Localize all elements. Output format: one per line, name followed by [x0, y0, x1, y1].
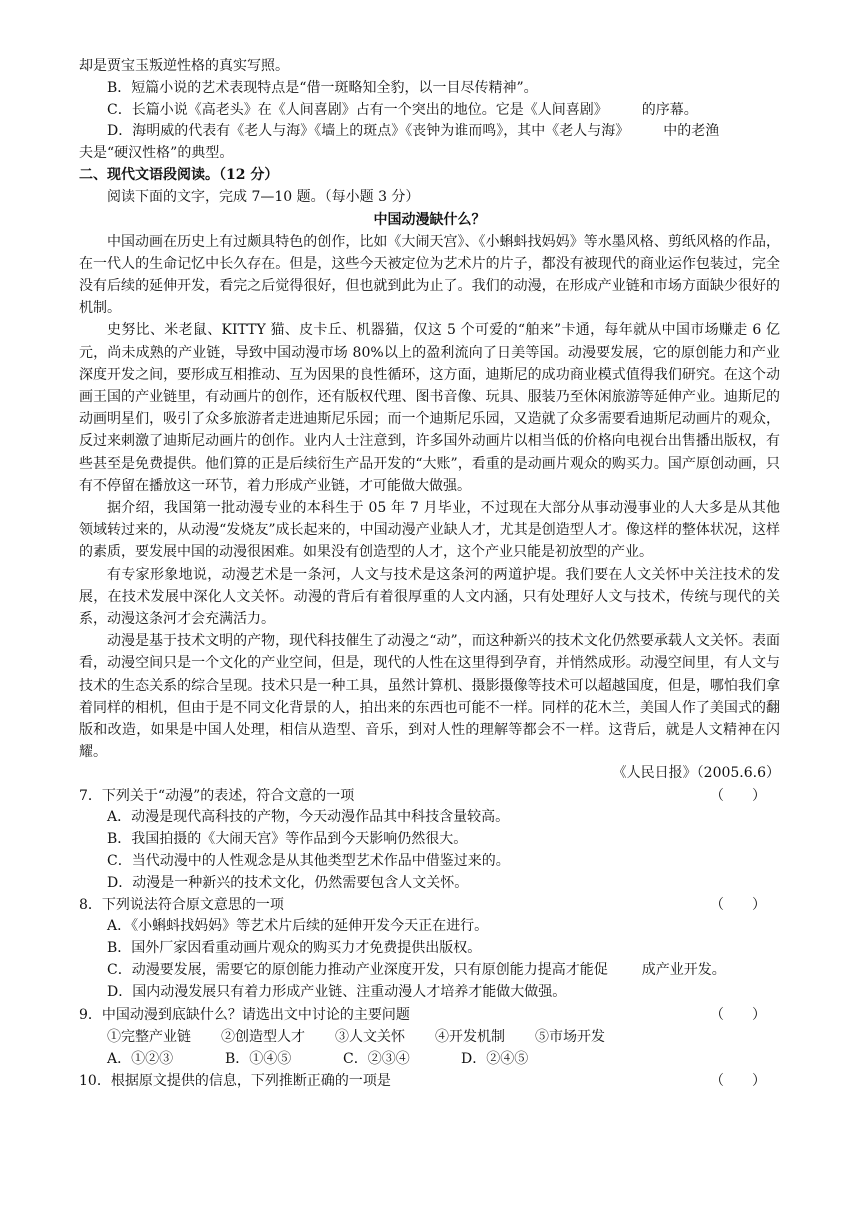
section-instruction: 阅读下面的文字，完成 7—10 题。（每小题 3 分） [107, 188, 420, 205]
article-title: 中国动漫缺什么？ [373, 211, 486, 228]
article-paragraph-5: 动漫是基于技术文明的产物，现代科技催生了动漫之“动”，而这种新兴的技术文化仍然要承载人文关怀。表面看，动漫空间只是一个文化的产业空间，但是，现代的人性在这里得到孕育，并悄然成形。动漫空间里，有人文与技术的生态关系的综合呈现。技术只是一种工具，虽然计算机、摄影摄像等技术可以超越国度，但是，哪怕我们拿着同样的相机，但由于是不同文化背景的人，拍出来的东西也可能不一样。同样的花木兰，美国人作了美国式的翻版和改造，如果是中国人处理，相信从造型、音乐，到对人性的理解等都会不一样。这背后，就是人文精神在闪耀。 [79, 633, 780, 761]
question-7-stem: 7．下列关于“动漫”的表述，符合文意的一项 [79, 788, 355, 805]
article-source: 《人民日报》（2005.6.6） [612, 765, 780, 782]
question-8 [79, 894, 780, 916]
q9-item-1: ①完整产业链 [107, 1028, 191, 1045]
q8-option-b: B．国外厂家因看重动画片观众的购买力才免费提供出版权。 [107, 940, 482, 957]
q9-item-5: ⑤市场开发 [535, 1028, 605, 1045]
question-8-stem: 8．下列说法符合原文意思的一项 [79, 897, 284, 914]
question-10-stem: 10．根据原文提供的信息，下列推断正确的一项是 [79, 1072, 391, 1089]
q8-option-a: A．《小蝌蚪找妈妈》等艺术片后续的延伸开发今天正在进行。 [107, 918, 489, 935]
q9-choice-d: D．②④⑤ [461, 1050, 529, 1067]
q9-item-3: ③人文关怀 [335, 1028, 405, 1045]
question-9-answer-paren: （ ） [710, 1006, 766, 1023]
q9-choice-b: B．①④⑤ [225, 1050, 292, 1067]
question-7 [79, 785, 780, 807]
prev-text-line: 却是贾宝玉叛逆性格的真实写照。 [79, 58, 289, 74]
q9-choice-a: A．①②③ [107, 1050, 174, 1067]
question-9-stem: 9．中国动漫到底缺什么？请选出文中讨论的主要问题 [79, 1006, 410, 1023]
option-d: D．海明威的代表有《老人与海》《墙上的斑点》《丧钟为谁而鸣》，其中《老人与海》 中的老渔 [107, 123, 720, 140]
q9-item-4: ④开发机制 [435, 1028, 505, 1045]
q7-option-b: B．我国拍摄的《大闹天宫》等作品到今天影响仍然很大。 [107, 831, 468, 848]
article-paragraph-2: 史努比、米老鼠、KITTY 猫、皮卡丘、机器猫，仅这 5 个可爱的“舶来”卡通，每年就从中国市场赚走 6 亿元，尚未成熟的产业链，导致中国动漫市场 80%以上的盈利流向了日美等国。动漫要发展，它的原创能力和产业深度开发之间，要形成互相推动、互为因果的良性循环，这方面，迪斯尼的成功商业模式值得我们研究。在这个动画王国的产业链里，有动画片的创作，还有版权代理、图书音像、玩具、服装乃至休闲旅游等延伸产业。迪斯尼的动画明星们，吸引了众多旅游者走进迪斯尼乐园；而一个迪斯尼乐园，又造就了众多需要看迪斯尼动画片的观众，反过来刺激了迪斯尼动画片的创作。业内人士注意到，许多国外动画片以相当低的价格向电视台出售播出版权，有些甚至是免费提供。他们算的正是后续衍生产品开发的“大账”，看重的是动画片观众的购买力。国产原创动画，只有不停留在播放这一环节，着力形成产业链，才可能做大做强。 [79, 322, 780, 494]
question-8-answer-paren: （ ） [710, 897, 766, 914]
option-b: B．短篇小说的艺术表现特点是“借一斑略知全豹，以一目尽传精神”。 [107, 79, 538, 96]
article-paragraph-4: 有专家形象地说，动漫艺术是一条河，人文与技术是这条河的两道护堤。我们要在人文关怀中关注技术的发展，在技术发展中深化人文关怀。动漫的背后有着很厚重的人文内涵，只有处理好人文与技术，传统与现代的关系，动漫这条河才会充满活力。 [79, 566, 780, 628]
q9-items [79, 1026, 780, 1048]
option-c: C．长篇小说《高老头》在《人间喜剧》占有一个突出的地位。它是《人间喜剧》 的序幕。 [107, 101, 698, 118]
exam-page [79, 56, 780, 1092]
q7-option-c: C．当代动漫中的人性观念是从其他类型艺术作品中借鉴过来的。 [107, 852, 510, 869]
q8-option-d: D．国内动漫发展只有着力形成产业链、注重动漫人才培养才能做大做强。 [107, 983, 567, 1000]
article-paragraph-3: 据介绍，我国第一批动漫专业的本科生于 05 年 7 月毕业，不过现在大部分从事动漫事业的人大多是从其他领域转过来的，从动漫“发烧友”成长起来的，中国动漫产业缺人才，尤其是创造型人才。像这样的整体状况，这样的素质，要发展中国的动漫很困难。如果没有创造型的人才，这个产业只能是初放型的产业。 [79, 500, 780, 561]
question-7-answer-paren: （ ） [710, 788, 766, 805]
option-d-continued: 夫是“硬汉性格”的典型。 [79, 145, 234, 162]
question-10-answer-paren: （ ） [710, 1072, 766, 1089]
question-10 [79, 1070, 780, 1092]
q7-option-a: A．动漫是现代高科技的产物，今天动漫作品其中科技含量较高。 [107, 809, 510, 826]
q9-item-2: ②创造型人才 [221, 1028, 305, 1045]
q8-option-c: C．动漫要发展，需要它的原创能力推动产业深度开发，只有原创能力提高才能促 成产业开发。 [107, 962, 726, 979]
q7-option-d: D．动漫是一种新兴的技术文化，仍然需要包含人文关怀。 [107, 874, 469, 891]
article-paragraph-1: 中国动画在历史上有过颇具特色的创作，比如《大闹天宫》、《小蝌蚪找妈妈》等水墨风格、剪纸风格的作品，在一代人的生命记忆中长久存在。但是，这些今天被定位为艺术片的片子，都没有被现代的商业运作包装过，完全没有后续的延伸开发，看完之后觉得很好，但也就到此为止了。我们的动漫，在形成产业链和市场方面缺少很好的机制。 [79, 233, 780, 317]
q9-choice-c: C．②③④ [343, 1050, 410, 1067]
q9-choices [79, 1048, 780, 1070]
question-9 [79, 1004, 780, 1026]
section-heading: 二、现代文语段阅读。（12 分） [79, 166, 279, 183]
